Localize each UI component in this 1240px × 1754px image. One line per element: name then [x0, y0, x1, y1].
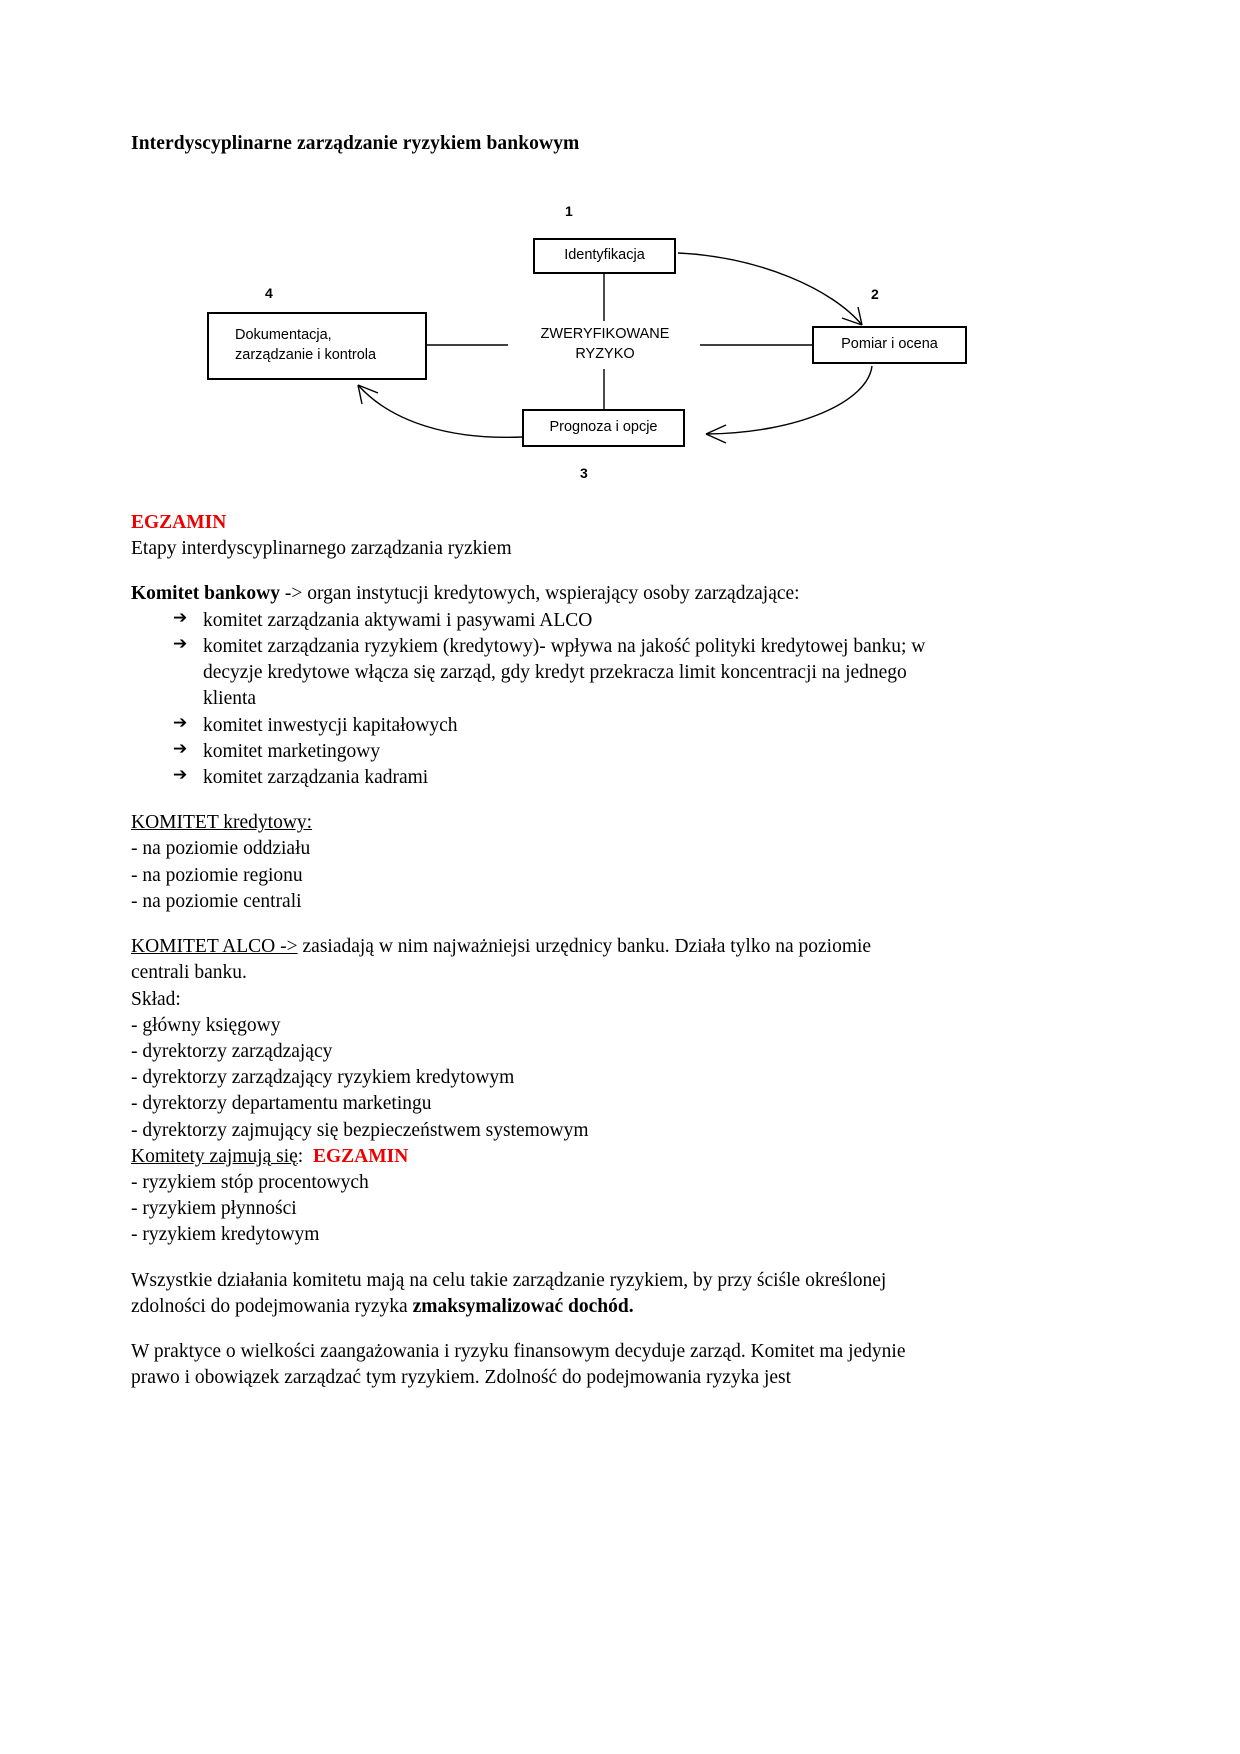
- exam-tag-1-text: EGZAMIN: [131, 512, 227, 533]
- diagram-center-label: [510, 325, 700, 364]
- diagram-box-dokumentacja-label: [235, 326, 376, 365]
- list-item: [173, 608, 931, 634]
- diagram-box-prognoza-i-opcje: [522, 409, 685, 447]
- diagram-node-number-3: 3: [580, 465, 588, 481]
- spacer: [131, 1249, 931, 1268]
- diagram-box-dokumentacja-line2: zarządzanie i kontrola: [235, 347, 377, 363]
- document-body: [131, 510, 931, 1392]
- komitet-alco-description: zasiadają w nim najważniejsi urzędnicy banku. Działa tylko na poziomie centrali banku.: [131, 936, 872, 984]
- komitet-bankowy-list: [131, 608, 931, 792]
- list-item: [173, 634, 931, 713]
- paragraph-1-before: Wszystkie działania komitetu mają na celu takie zarządzanie ryzykiem, by przy ściśle określonej zdolności do podejmowania ryzyka: [131, 1269, 887, 1317]
- risk-management-cycle-diagram: [0, 185, 1240, 505]
- diagram-node-number-1: 1: [565, 203, 573, 219]
- arrow-bullet-icon: ➔: [173, 764, 188, 785]
- komitet-bankowy-term: Komitet bankowy: [131, 583, 280, 605]
- list-item: - na poziomie centrali: [131, 890, 302, 912]
- list-item: [173, 739, 931, 765]
- komitet-alco-line: [131, 934, 931, 986]
- diagram-box-dokumentacja-line1: Dokumentacja,: [235, 327, 332, 344]
- diagram-box-pomiar-i-ocena: [812, 326, 967, 364]
- list-item: - dyrektorzy zajmujący się bezpieczeństwem systemowym: [131, 1119, 589, 1141]
- diagram-box-identyfikacja-label: Identyfikacja: [564, 247, 645, 264]
- spacer: [131, 562, 931, 581]
- sklad-label: Skład:: [131, 988, 181, 1010]
- list-item: - na poziomie regionu: [131, 864, 303, 886]
- list-item-label: komitet zarządzania ryzykiem (kredytowy)- wpływa na jakość polityki kredytowej banku; w decyzje kredytowe włącza się zarząd, gdy kredyt przekracza limit koncentracji na jednego klienta: [203, 635, 926, 710]
- komitety-zajmuja-heading-text: Komitety zajmują się: [131, 1145, 298, 1167]
- diagram-box-identyfikacja: [533, 238, 676, 274]
- list-item: - ryzykiem stóp procentowych: [131, 1172, 369, 1194]
- arrow-bullet-icon: ➔: [173, 712, 188, 733]
- list-item: - ryzykiem płynności: [131, 1198, 297, 1220]
- list-item-label: komitet marketingowy: [203, 740, 381, 762]
- spacer: [131, 1320, 931, 1339]
- list-item: - na poziomie oddziału: [131, 838, 311, 860]
- arrow-bullet-icon: ➔: [173, 607, 188, 628]
- arrow-bullet-icon: ➔: [173, 633, 188, 654]
- komitety-zajmuja-colon: :: [297, 1145, 304, 1167]
- list-item: - główny księgowy: [131, 1014, 281, 1036]
- list-item: [173, 765, 931, 791]
- komitet-kredytowy-heading: [131, 810, 931, 836]
- spacer: [131, 915, 931, 934]
- spacer: [131, 791, 931, 810]
- diagram-center-label-text: ZWERYFIKOWANE RYZYKO: [540, 326, 670, 362]
- stages-heading: Etapy interdyscyplinarnego zarządzania ryzkiem: [131, 538, 512, 560]
- komitet-alco-heading: KOMITET ALCO ->: [131, 936, 298, 958]
- exam-tag-2-text: EGZAMIN: [312, 1145, 409, 1167]
- diagram-box-pomiar-label: Pomiar i ocena: [841, 336, 938, 353]
- list-item-label: komitet inwestycji kapitałowych: [203, 714, 458, 736]
- diagram-node-number-4: 4: [265, 285, 273, 301]
- paragraph-1: [131, 1268, 931, 1320]
- list-item: - dyrektorzy zarządzający: [131, 1040, 333, 1062]
- komitet-kredytowy-heading-text: KOMITET kredytowy:: [131, 812, 313, 834]
- list-item: [173, 713, 931, 739]
- paragraph-1-bold: zmaksymalizować dochód.: [412, 1295, 634, 1317]
- arrow-bullet-icon: ➔: [173, 738, 188, 759]
- list-item: - ryzykiem kredytowym: [131, 1224, 320, 1246]
- exam-tag-1: [131, 510, 931, 536]
- komitet-bankowy-definition: -> organ instytucji kredytowych, wspierający osoby zarządzające:: [279, 583, 800, 605]
- diagram-box-prognoza-label: Prognoza i opcje: [549, 419, 658, 436]
- komitety-zajmuja-heading: [131, 1144, 931, 1170]
- diagram-box-dokumentacja: [207, 312, 427, 380]
- paragraph-2: W praktyce o wielkości zaangażowania i ryzyku finansowym decyduje zarząd. Komitet ma jedynie prawo i obowiązek zarządzać tym ryzykiem. Zdolność do podejmowania ryzyka jest: [131, 1341, 906, 1389]
- list-item-label: komitet zarządzania aktywami i pasywami ALCO: [203, 609, 593, 631]
- page-title: Interdyscyplinarne zarządzanie ryzykiem bankowym: [131, 133, 580, 154]
- list-item: - dyrektorzy zarządzający ryzykiem kredytowym: [131, 1067, 515, 1089]
- list-item-label: komitet zarządzania kadrami: [203, 766, 429, 788]
- diagram-node-number-2: 2: [871, 286, 879, 302]
- list-item: - dyrektorzy departamentu marketingu: [131, 1093, 432, 1115]
- komitet-bankowy-line: [131, 581, 931, 607]
